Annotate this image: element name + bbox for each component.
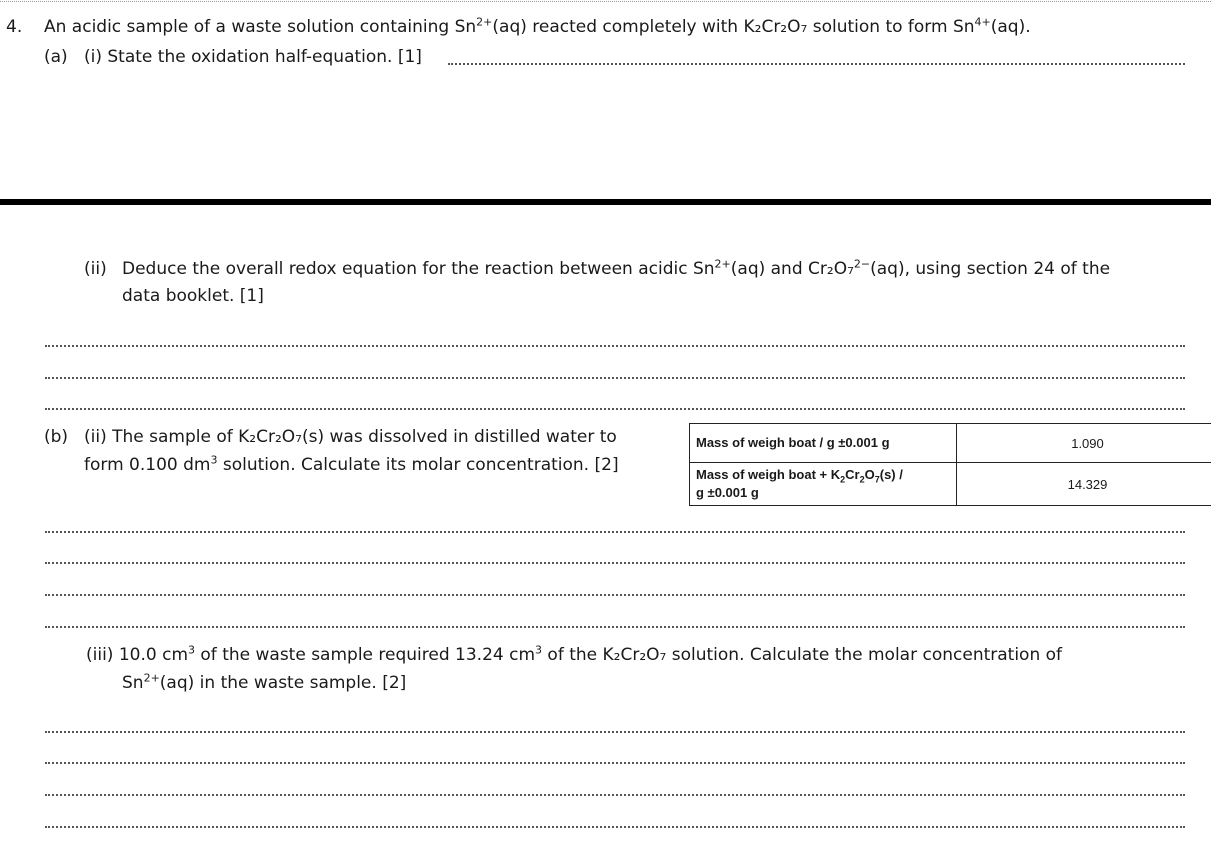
- answer-line-b-ii-1[interactable]: [45, 531, 1185, 533]
- answer-line-a-ii-1[interactable]: [45, 345, 1185, 347]
- table-cell-label: Mass of weigh boat / g ±0.001 g: [690, 424, 957, 463]
- answer-line-a-ii-3[interactable]: [45, 408, 1185, 410]
- part-b-label: (b): [44, 427, 69, 447]
- part-b-iii-prompt-line2: $Sn^{2+}(aq)$ in the waste sample. [2]: [122, 671, 407, 693]
- answer-line-a-i[interactable]: [448, 63, 1185, 65]
- answer-line-b-ii-3[interactable]: [45, 594, 1185, 596]
- part-a-ii-prompt-line2: data booklet. [1]: [122, 286, 264, 306]
- part-b-ii-prompt-line2: form 0.100 $dm^3$ solution. Calculate its molar concentration. [2]: [84, 453, 619, 475]
- part-a-i-prompt: (i) State the oxidation half-equation. [1]: [84, 47, 422, 67]
- answer-line-b-iii-2[interactable]: [45, 762, 1185, 764]
- question-stem: An acidic sample of a waste solution containing $Sn^{2+}(aq)$ reacted completely with K₂Cr₂O₇ solution to form $Sn^{4+}(aq)$.: [44, 15, 1031, 37]
- section-divider: [0, 199, 1211, 205]
- table-cell-value: 1.090: [957, 424, 1211, 463]
- answer-line-b-iii-1[interactable]: [45, 731, 1185, 733]
- part-a-label: (a): [44, 47, 68, 67]
- part-b-ii-prompt-line1: (ii) The sample of K₂Cr₂O₇(s) was dissolved in distilled water to: [84, 427, 617, 447]
- answer-line-b-iii-3[interactable]: [45, 794, 1185, 796]
- table-cell-value: 14.329: [957, 463, 1211, 506]
- mass-table: [689, 423, 1211, 506]
- part-a-ii-label: (ii): [84, 259, 107, 279]
- answer-line-a-ii-2[interactable]: [45, 377, 1185, 379]
- answer-line-b-ii-4[interactable]: [45, 626, 1185, 628]
- table-row: [690, 463, 1211, 506]
- table-cell-label: Mass of weigh boat + $K_2Cr_2O_7(s)$ / g ±0.001 g: [690, 463, 957, 506]
- question-number: 4.: [6, 17, 23, 37]
- table-row: [690, 424, 1211, 463]
- part-b-iii-prompt-line1: (iii) 10.0 $cm^3$ of the waste sample required 13.24 $cm^3$ of the K₂Cr₂O₇ solution. Calculate the molar concentration of: [86, 643, 1063, 665]
- answer-line-b-ii-2[interactable]: [45, 562, 1185, 564]
- part-a-ii-prompt-line1: Deduce the overall redox equation for the reaction between acidic $Sn^{2+}(aq)$ and Cr₂O₇$^{2-}$(aq), using section 24 of the: [122, 257, 1111, 279]
- top-dotted-rule: [0, 1, 1211, 2]
- answer-line-b-iii-4[interactable]: [45, 826, 1185, 828]
